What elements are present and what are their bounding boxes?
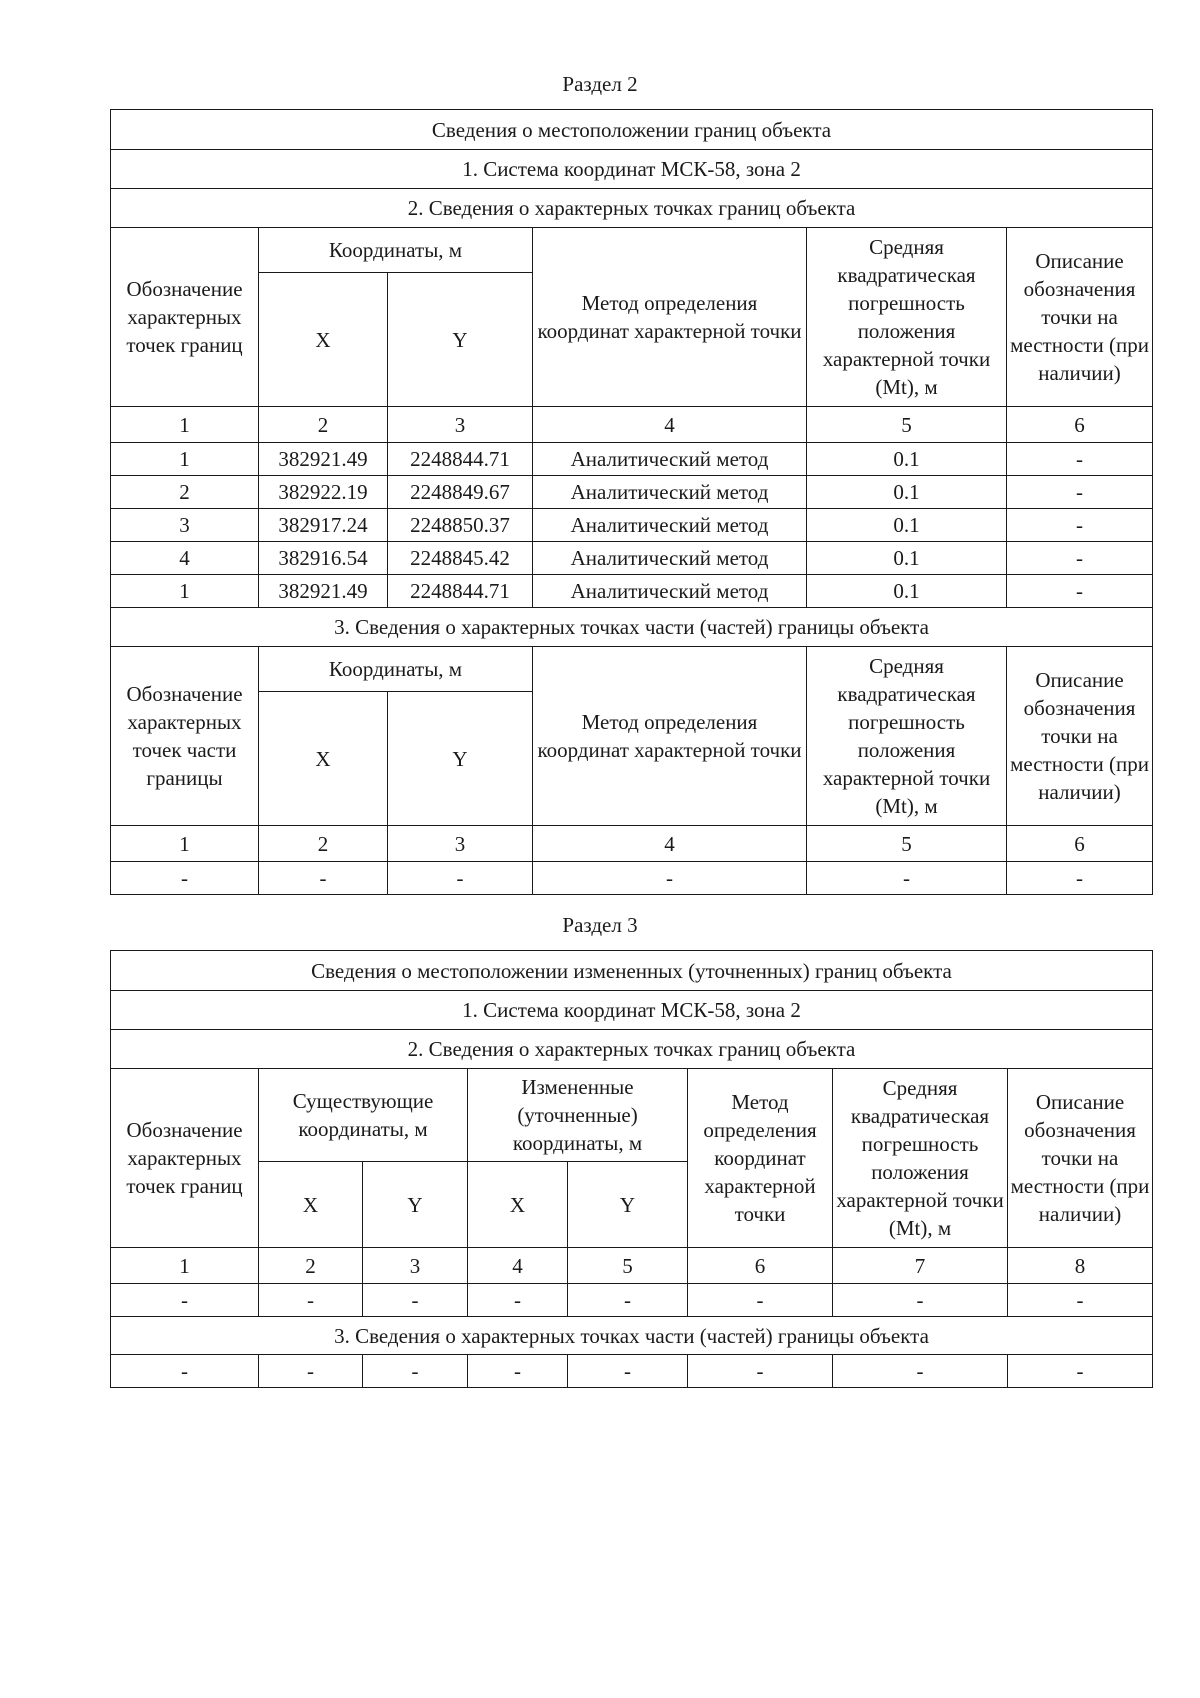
empty-cell: - bbox=[259, 1355, 363, 1388]
col-header-method: Метод определения координат характерной точки bbox=[533, 228, 807, 407]
col-number: 8 bbox=[1008, 1248, 1153, 1284]
col-number: 5 bbox=[568, 1248, 688, 1284]
empty-cell: - bbox=[363, 1284, 468, 1317]
error-value: 0.1 bbox=[807, 476, 1007, 509]
coord-system-row bbox=[111, 150, 1153, 189]
coord-x: 382917.24 bbox=[259, 509, 388, 542]
col-number: 6 bbox=[1007, 407, 1153, 443]
description: - bbox=[1007, 476, 1153, 509]
point-number: 1 bbox=[111, 575, 259, 608]
col-header-y: Y bbox=[388, 692, 533, 826]
col-header-point-part: Обозначение характерных точек части границы bbox=[111, 647, 259, 826]
empty-cell: - bbox=[568, 1284, 688, 1317]
subsection-row bbox=[111, 608, 1153, 647]
col-header-point: Обозначение характерных точек границ bbox=[111, 1069, 259, 1248]
empty-cell: - bbox=[1008, 1355, 1153, 1388]
column-number-row bbox=[111, 407, 1153, 443]
col-number: 1 bbox=[111, 407, 259, 443]
empty-cell: - bbox=[568, 1355, 688, 1388]
method: Аналитический метод bbox=[533, 542, 807, 575]
col-header-x: X bbox=[259, 1162, 363, 1248]
col-number: 4 bbox=[468, 1248, 568, 1284]
subsection-title: 2. Сведения о характерных точках границ объекта bbox=[111, 189, 1153, 228]
col-number: 3 bbox=[363, 1248, 468, 1284]
subsection-row bbox=[111, 189, 1153, 228]
col-number: 5 bbox=[807, 826, 1007, 862]
col-header-x: X bbox=[259, 273, 388, 407]
table-title: Сведения о местоположении измененных (уточненных) границ объекта bbox=[111, 951, 1153, 991]
col-number: 1 bbox=[111, 1248, 259, 1284]
col-header-error: Средняя квадратическая погрешность положения характерной точки (Mt), м bbox=[833, 1069, 1008, 1248]
table-row bbox=[111, 862, 1153, 895]
coord-system: 1. Система координат МСК-58, зона 2 bbox=[111, 991, 1153, 1030]
table-title: Сведения о местоположении границ объекта bbox=[111, 110, 1153, 150]
table-row bbox=[111, 509, 1153, 542]
col-header-error: Средняя квадратическая погрешность положения характерной точки (Mt), м bbox=[807, 228, 1007, 407]
empty-cell: - bbox=[1008, 1284, 1153, 1317]
coord-y: 2248844.71 bbox=[388, 443, 533, 476]
col-number: 2 bbox=[259, 1248, 363, 1284]
column-header-row bbox=[111, 228, 1153, 273]
subsection-title: 2. Сведения о характерных точках границ объекта bbox=[111, 1030, 1153, 1069]
column-number-row bbox=[111, 1248, 1153, 1284]
description: - bbox=[1007, 542, 1153, 575]
table-row bbox=[111, 443, 1153, 476]
subsection-row bbox=[111, 1317, 1153, 1355]
table-row bbox=[111, 476, 1153, 509]
point-number: 3 bbox=[111, 509, 259, 542]
coord-y: 2248845.42 bbox=[388, 542, 533, 575]
col-header-point: Обозначение характерных точек границ bbox=[111, 228, 259, 407]
coord-x: 382921.49 bbox=[259, 575, 388, 608]
empty-cell: - bbox=[833, 1284, 1008, 1317]
col-header-y: Y bbox=[363, 1162, 468, 1248]
method: Аналитический метод bbox=[533, 443, 807, 476]
section-2-table bbox=[110, 109, 1153, 895]
error-value: 0.1 bbox=[807, 509, 1007, 542]
empty-cell: - bbox=[468, 1284, 568, 1317]
description: - bbox=[1007, 443, 1153, 476]
table-row bbox=[111, 542, 1153, 575]
error-value: 0.1 bbox=[807, 575, 1007, 608]
col-number: 4 bbox=[533, 826, 807, 862]
col-number: 5 bbox=[807, 407, 1007, 443]
col-number: 2 bbox=[259, 826, 388, 862]
col-header-error: Средняя квадратическая погрешность положения характерной точки (Mt), м bbox=[807, 647, 1007, 826]
coord-y: 2248844.71 bbox=[388, 575, 533, 608]
empty-cell: - bbox=[688, 1355, 833, 1388]
coord-y: 2248850.37 bbox=[388, 509, 533, 542]
col-header-desc: Описание обозначения точки на местности (при наличии) bbox=[1007, 228, 1153, 407]
col-number: 3 bbox=[388, 826, 533, 862]
col-header-desc: Описание обозначения точки на местности (при наличии) bbox=[1008, 1069, 1153, 1248]
empty-cell: - bbox=[807, 862, 1007, 895]
empty-cell: - bbox=[363, 1355, 468, 1388]
col-header-x: X bbox=[259, 692, 388, 826]
method: Аналитический метод bbox=[533, 509, 807, 542]
empty-cell: - bbox=[1007, 862, 1153, 895]
description: - bbox=[1007, 509, 1153, 542]
empty-cell: - bbox=[259, 1284, 363, 1317]
col-number: 7 bbox=[833, 1248, 1008, 1284]
col-header-existing: Существующие координаты, м bbox=[259, 1069, 468, 1162]
col-number: 3 bbox=[388, 407, 533, 443]
description: - bbox=[1007, 575, 1153, 608]
col-header-coords: Координаты, м bbox=[259, 228, 533, 273]
col-header-y: Y bbox=[388, 273, 533, 407]
empty-cell: - bbox=[468, 1355, 568, 1388]
table-row bbox=[111, 1284, 1153, 1317]
method: Аналитический метод bbox=[533, 476, 807, 509]
section-3-table bbox=[110, 950, 1153, 1388]
table-row bbox=[111, 1355, 1153, 1388]
coord-x: 382916.54 bbox=[259, 542, 388, 575]
empty-cell: - bbox=[111, 1284, 259, 1317]
col-number: 1 bbox=[111, 826, 259, 862]
section-2-title: Раздел 2 bbox=[562, 72, 638, 96]
error-value: 0.1 bbox=[807, 443, 1007, 476]
subsection-title: 3. Сведения о характерных точках части (частей) границы объекта bbox=[111, 608, 1153, 647]
section-3-title: Раздел 3 bbox=[562, 913, 638, 937]
col-header-x: X bbox=[468, 1162, 568, 1248]
column-header-row bbox=[111, 647, 1153, 692]
column-number-row bbox=[111, 826, 1153, 862]
col-header-y: Y bbox=[568, 1162, 688, 1248]
subsection-title: 3. Сведения о характерных точках части (частей) границы объекта bbox=[111, 1317, 1153, 1355]
empty-cell: - bbox=[688, 1284, 833, 1317]
coord-system-row bbox=[111, 991, 1153, 1030]
coord-system: 1. Система координат МСК-58, зона 2 bbox=[111, 150, 1153, 189]
col-number: 6 bbox=[1007, 826, 1153, 862]
col-header-coords: Координаты, м bbox=[259, 647, 533, 692]
point-number: 2 bbox=[111, 476, 259, 509]
table-header-row bbox=[111, 951, 1153, 991]
empty-cell: - bbox=[833, 1355, 1008, 1388]
empty-cell: - bbox=[111, 862, 259, 895]
empty-cell: - bbox=[533, 862, 807, 895]
point-number: 4 bbox=[111, 542, 259, 575]
col-header-method: Метод определения координат характерной точки bbox=[533, 647, 807, 826]
col-header-changed: Измененные (уточненные) координаты, м bbox=[468, 1069, 688, 1162]
col-number: 2 bbox=[259, 407, 388, 443]
point-number: 1 bbox=[111, 443, 259, 476]
col-header-desc: Описание обозначения точки на местности (при наличии) bbox=[1007, 647, 1153, 826]
empty-cell: - bbox=[259, 862, 388, 895]
table-header-row bbox=[111, 110, 1153, 150]
col-number: 4 bbox=[533, 407, 807, 443]
column-header-row bbox=[111, 1069, 1153, 1162]
col-number: 6 bbox=[688, 1248, 833, 1284]
error-value: 0.1 bbox=[807, 542, 1007, 575]
subsection-row bbox=[111, 1030, 1153, 1069]
empty-cell: - bbox=[388, 862, 533, 895]
table-row bbox=[111, 575, 1153, 608]
coord-y: 2248849.67 bbox=[388, 476, 533, 509]
empty-cell: - bbox=[111, 1355, 259, 1388]
col-header-method: Метод определения координат характерной точки bbox=[688, 1069, 833, 1248]
coord-x: 382921.49 bbox=[259, 443, 388, 476]
method: Аналитический метод bbox=[533, 575, 807, 608]
coord-x: 382922.19 bbox=[259, 476, 388, 509]
